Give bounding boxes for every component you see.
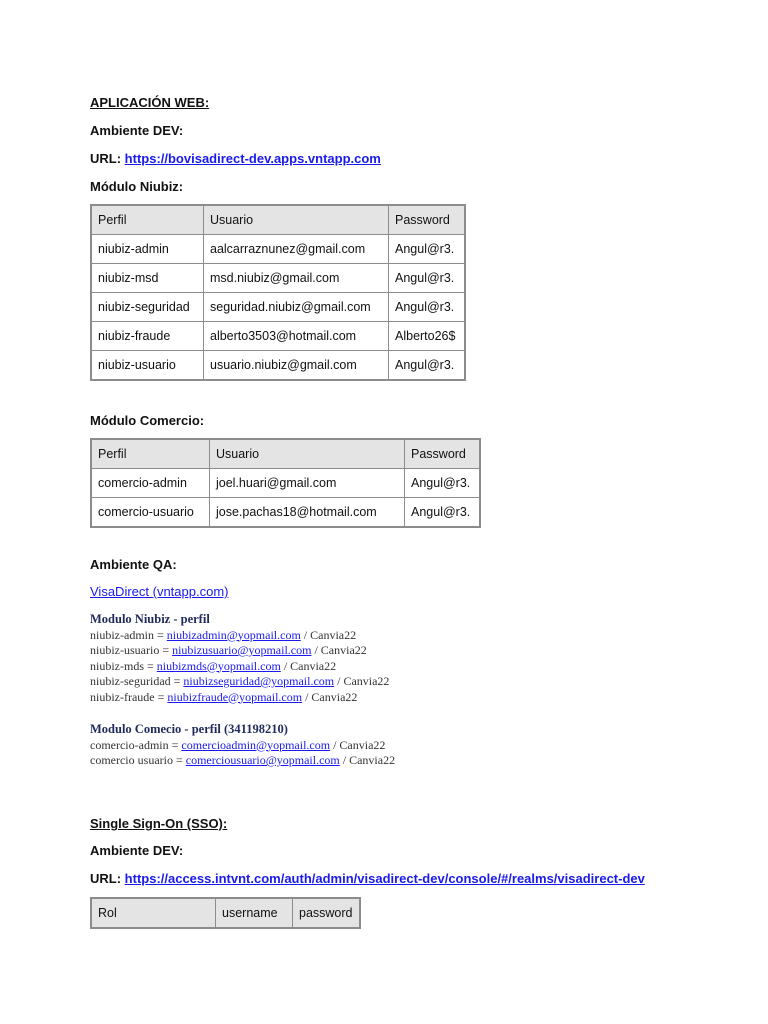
- cell-perfil: niubiz-admin: [91, 235, 204, 264]
- line-suffix: / Canvia22: [311, 643, 367, 657]
- niubiz-module-title: Módulo Niubiz:: [90, 179, 184, 194]
- header-password: password: [293, 898, 361, 928]
- qa-comercio-block: [90, 722, 395, 769]
- cell-password: Angul@r3.: [389, 264, 466, 293]
- table-header-row: [91, 205, 465, 235]
- line-prefix: comercio-admin =: [90, 737, 182, 752]
- table-row: [91, 293, 465, 322]
- email-link[interactable]: niubizfraude@yopmail.com: [167, 689, 303, 704]
- line-suffix: / Canvia22: [300, 627, 357, 642]
- header-usuario: Usuario: [210, 439, 405, 469]
- line-suffix: / Canvia22: [339, 753, 396, 767]
- line-prefix: comercio usuario =: [90, 753, 186, 767]
- env-dev-label: Ambiente DEV:: [90, 123, 184, 138]
- list-item: [90, 674, 389, 690]
- cell-perfil: comercio-admin: [91, 469, 210, 498]
- comercio-module-title: Módulo Comercio:: [90, 413, 205, 428]
- sso-env-dev-label: Ambiente DEV:: [90, 843, 184, 858]
- sso-heading: Single Sign-On (SSO):: [90, 816, 228, 831]
- qa-niubiz-block: [90, 612, 389, 705]
- list-item: [90, 753, 395, 769]
- env-qa-label: Ambiente QA:: [90, 557, 177, 572]
- comercio-table: [90, 438, 481, 528]
- web-url-line: [90, 151, 381, 167]
- table-row: [91, 351, 465, 381]
- visadirect-qa-link[interactable]: VisaDirect (vntapp.com): [90, 584, 229, 599]
- cell-password: Angul@r3.: [389, 351, 466, 381]
- line-prefix: niubiz-seguridad =: [90, 674, 184, 688]
- cell-usuario: aalcarraznunez@gmail.com: [204, 235, 389, 264]
- qa-comercio-heading: Modulo Comecio - perfil (341198210): [90, 722, 288, 736]
- list-item: [90, 643, 389, 659]
- cell-password: Alberto26$: [389, 322, 466, 351]
- header-username: username: [216, 898, 293, 928]
- table-row: [91, 469, 480, 498]
- email-link[interactable]: comercioadmin@yopmail.com: [181, 737, 331, 752]
- sso-url-line: [90, 871, 645, 887]
- url-label: URL:: [90, 151, 122, 166]
- web-app-heading: APLICACIÓN WEB:: [90, 95, 210, 110]
- web-url-link[interactable]: https://bovisadirect-dev.apps.vntapp.com: [124, 151, 381, 166]
- table-row: [91, 498, 480, 528]
- cell-password: Angul@r3.: [405, 469, 481, 498]
- table-row: [91, 235, 465, 264]
- line-suffix: / Canvia22: [302, 689, 358, 704]
- email-link[interactable]: niubizadmin@yopmail.com: [166, 627, 301, 642]
- email-link[interactable]: niubizseguridad@yopmail.com: [183, 674, 335, 688]
- line-suffix: / Canvia22: [330, 737, 386, 752]
- line-prefix: niubiz-usuario =: [90, 643, 173, 657]
- header-perfil: Perfil: [91, 439, 210, 469]
- table-header-row: [91, 898, 360, 928]
- cell-perfil: comercio-usuario: [91, 498, 210, 528]
- cell-usuario: msd.niubiz@gmail.com: [204, 264, 389, 293]
- cell-usuario: usuario.niubiz@gmail.com: [204, 351, 389, 381]
- line-suffix: / Canvia22: [280, 658, 337, 673]
- cell-usuario: joel.huari@gmail.com: [210, 469, 405, 498]
- sso-url-link[interactable]: https://access.intvnt.com/auth/admin/visadirect-dev/console/#/realms/visadirect-dev: [124, 871, 645, 886]
- header-perfil: Perfil: [91, 205, 204, 235]
- list-item: [90, 738, 395, 754]
- table-row: [91, 264, 465, 293]
- header-password: Password: [405, 439, 481, 469]
- niubiz-table: [90, 204, 466, 381]
- line-suffix: / Canvia22: [334, 674, 390, 688]
- cell-usuario: seguridad.niubiz@gmail.com: [204, 293, 389, 322]
- email-link[interactable]: niubizusuario@yopmail.com: [172, 643, 312, 657]
- table-row: [91, 322, 465, 351]
- list-item: [90, 628, 389, 644]
- list-item: [90, 690, 389, 706]
- cell-password: Angul@r3.: [389, 293, 466, 322]
- list-item: [90, 659, 389, 675]
- cell-password: Angul@r3.: [389, 235, 466, 264]
- cell-perfil: niubiz-fraude: [91, 322, 204, 351]
- header-rol: Rol: [91, 898, 216, 928]
- header-usuario: Usuario: [204, 205, 389, 235]
- line-prefix: niubiz-fraude =: [90, 689, 168, 704]
- line-prefix: niubiz-mds =: [90, 658, 157, 673]
- sso-table: [90, 897, 361, 929]
- cell-perfil: niubiz-seguridad: [91, 293, 204, 322]
- cell-usuario: jose.pachas18@hotmail.com: [210, 498, 405, 528]
- qa-niubiz-heading: Modulo Niubiz - perfil: [90, 612, 210, 626]
- url-label: URL:: [90, 871, 122, 886]
- header-password: Password: [389, 205, 466, 235]
- table-header-row: [91, 439, 480, 469]
- email-link[interactable]: comerciousuario@yopmail.com: [185, 753, 340, 767]
- cell-usuario: alberto3503@hotmail.com: [204, 322, 389, 351]
- cell-perfil: niubiz-msd: [91, 264, 204, 293]
- line-prefix: niubiz-admin =: [90, 627, 167, 642]
- cell-perfil: niubiz-usuario: [91, 351, 204, 381]
- cell-password: Angul@r3.: [405, 498, 481, 528]
- email-link[interactable]: niubizmds@yopmail.com: [156, 658, 281, 673]
